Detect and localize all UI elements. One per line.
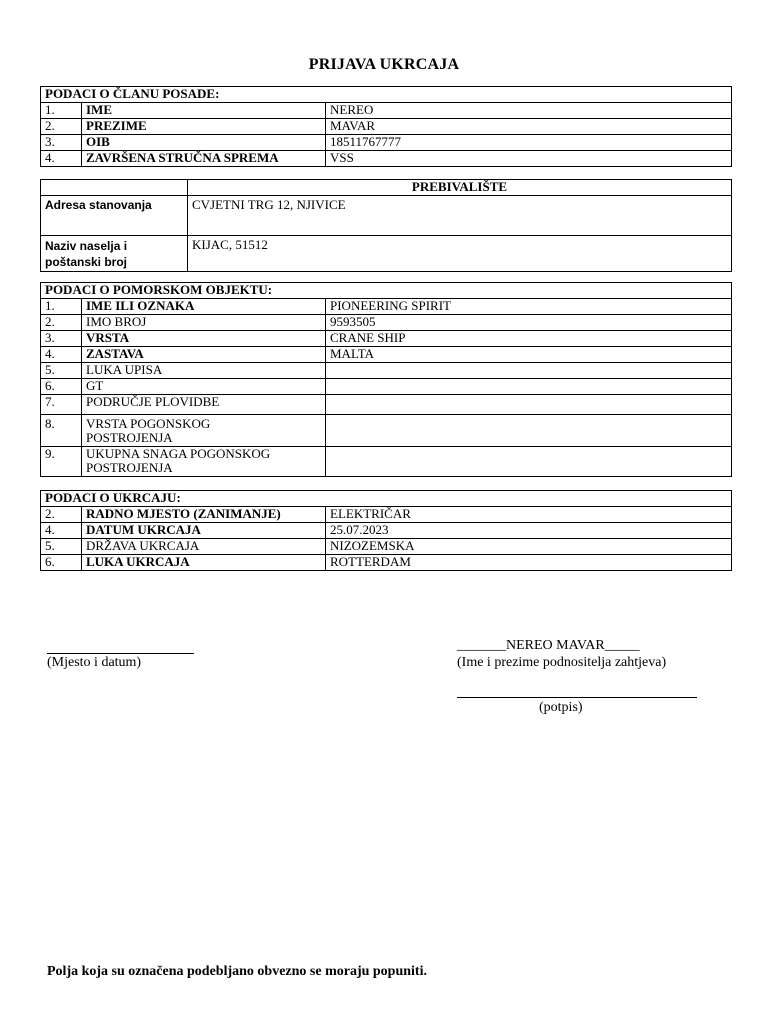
row-number: 2. [41,119,82,135]
applicant-name-field[interactable]: _______NEREO MAVAR_____ [457,638,640,653]
row-number: 7. [41,395,82,415]
field-value-sprema[interactable]: VSS [326,151,732,167]
row-number: 8. [41,415,82,447]
table-row [41,447,732,477]
field-label: ZASTAVA [82,347,326,363]
field-value-imo[interactable]: 9593505 [326,315,732,331]
field-label: OIB [82,135,326,151]
field-label: LUKA UPISA [82,363,326,379]
row-number: 5. [41,363,82,379]
field-value-gt[interactable] [326,379,732,395]
field-value-snaga-pogona[interactable] [326,447,732,477]
field-label: DRŽAVA UKRCAJA [82,539,326,555]
row-number: 3. [41,331,82,347]
field-value-luka[interactable]: ROTTERDAM [326,555,732,571]
residence-table [40,179,732,272]
table-row [41,315,732,331]
field-label: DATUM UKRCAJA [82,523,326,539]
table-row [41,379,732,395]
table-row [41,299,732,315]
table-row [41,539,732,555]
field-value-luka-upisa[interactable] [326,363,732,379]
row-number: 2. [41,315,82,331]
field-label: PODRUČJE PLOVIDBE [82,395,326,415]
place-date-line[interactable] [47,653,194,654]
form-title: PRIJAVA UKRCAJA [308,56,460,73]
field-label: RADNO MJESTO (ZANIMANJE) [82,507,326,523]
signature-caption: (potpis) [539,700,583,715]
table-row [41,119,732,135]
vessel-heading: PODACI O POMORSKOM OBJEKTU: [41,283,732,299]
table-row [41,415,732,447]
row-number: 4. [41,151,82,167]
table-row [41,507,732,523]
table-row [41,135,732,151]
table-row [41,347,732,363]
table-row [41,395,732,415]
table-row [41,103,732,119]
embark-heading: PODACI O UKRCAJU: [41,491,732,507]
field-label: UKUPNA SNAGA POGONSKOG POSTROJENJA [82,447,326,477]
vessel-table [40,282,732,477]
table-row [41,196,732,236]
field-value-datum[interactable]: 25.07.2023 [326,523,732,539]
row-number: 6. [41,555,82,571]
field-value-oib[interactable]: 18511767777 [326,135,732,151]
field-value-vrsta-pogona[interactable] [326,415,732,447]
field-value-podrucje[interactable] [326,395,732,415]
field-label: LUKA UKRCAJA [82,555,326,571]
embark-header-row [41,491,732,507]
signature-line[interactable] [457,697,697,698]
table-row [41,555,732,571]
field-label: VRSTA POGONSKOG POSTROJENJA [82,415,326,447]
row-number: 4. [41,347,82,363]
row-number: 2. [41,507,82,523]
row-number: 3. [41,135,82,151]
table-row [41,331,732,347]
field-value-zastava[interactable]: MALTA [326,347,732,363]
field-value-radno-mjesto[interactable]: ELEKTRIČAR [326,507,732,523]
row-number: 1. [41,103,82,119]
table-row [41,523,732,539]
footer-note: Polja koja su označena podebljano obvezno se moraju popuniti. [47,964,427,979]
address-label: Adresa stanovanja [41,196,188,236]
field-value-prezime[interactable]: MAVAR [326,119,732,135]
crew-heading: PODACI O ČLANU POSADE: [41,87,732,103]
field-value-ime-oznaka[interactable]: PIONEERING SPIRIT [326,299,732,315]
empty-cell [41,180,188,196]
row-number: 4. [41,523,82,539]
place-date-caption: (Mjesto i datum) [47,655,142,670]
field-label: VRSTA [82,331,326,347]
table-row [41,236,732,272]
place-label: Naziv naselja i poštanski broj [41,236,188,272]
embark-table [40,490,732,571]
field-value-ime[interactable]: NEREO [326,103,732,119]
applicant-name-caption: (Ime i prezime podnositelja zahtjeva) [457,655,667,670]
row-number: 5. [41,539,82,555]
crew-header-row [41,87,732,103]
field-label: IME [82,103,326,119]
field-label: IME ILI OZNAKA [82,299,326,315]
field-value-vrsta[interactable]: CRANE SHIP [326,331,732,347]
field-label: IMO BROJ [82,315,326,331]
field-label: GT [82,379,326,395]
field-value-drzava[interactable]: NIZOZEMSKA [326,539,732,555]
address-value[interactable]: CVJETNI TRG 12, NJIVICE [188,196,732,236]
crew-table [40,86,732,167]
row-number: 6. [41,379,82,395]
vessel-header-row [41,283,732,299]
field-label: ZAVRŠENA STRUČNA SPREMA [82,151,326,167]
residence-heading: PREBIVALIŠTE [188,180,732,196]
table-row [41,151,732,167]
place-value[interactable]: KIJAC, 51512 [188,236,732,272]
row-number: 1. [41,299,82,315]
row-number: 9. [41,447,82,477]
residence-header-row [41,180,732,196]
field-label: PREZIME [82,119,326,135]
table-row [41,363,732,379]
